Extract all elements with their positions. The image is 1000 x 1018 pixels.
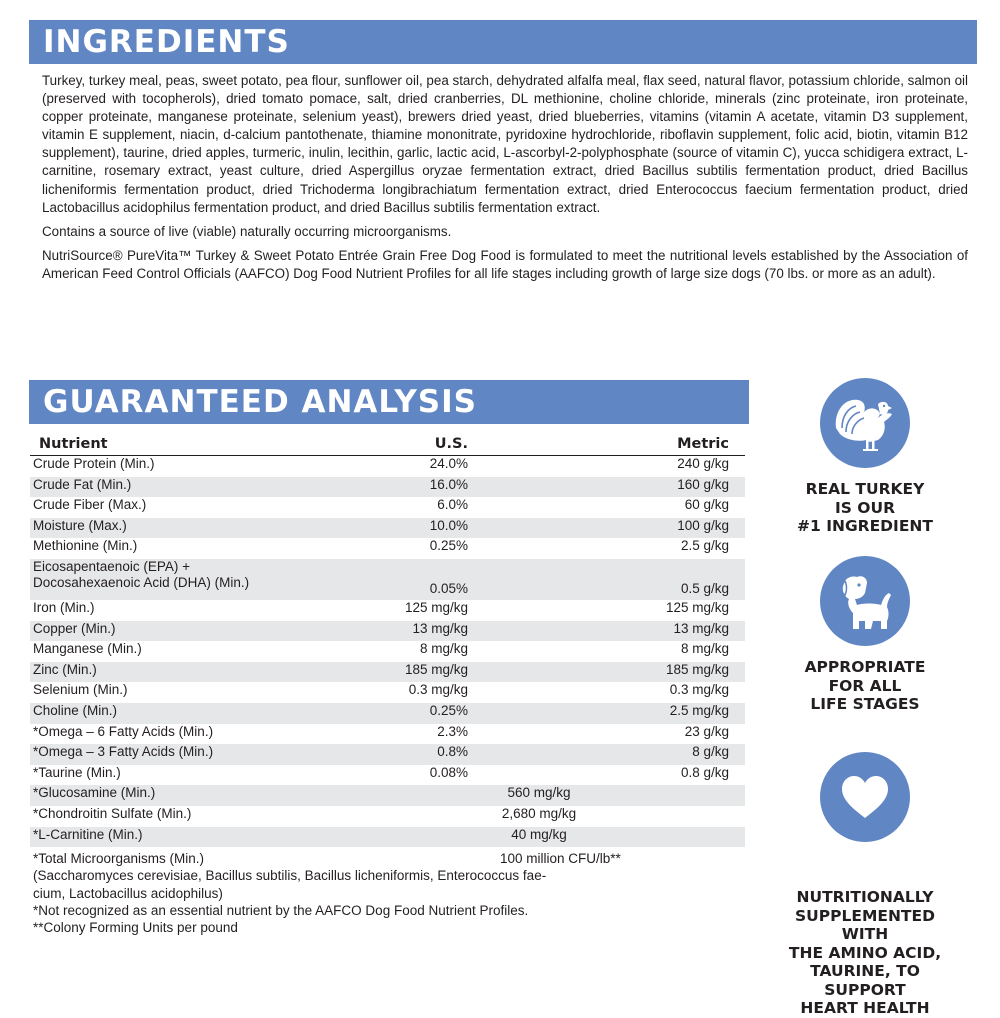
- nutrient-us-value: 8 mg/kg: [419, 641, 468, 657]
- table-row: [30, 827, 745, 848]
- nutrient-us-value: 0.8%: [333, 744, 468, 765]
- total-microorganisms-value: 100 million CFU/lb**: [500, 851, 621, 866]
- guaranteed-analysis-heading: GUARANTEED ANALYSIS: [29, 380, 749, 424]
- nutrient-combined-value: 2,680 mg/kg: [501, 805, 577, 821]
- nutrient-metric-value: 185 mg/kg: [468, 662, 745, 683]
- table-row: [30, 600, 745, 621]
- nutrient-name: Selenium (Min.): [33, 682, 128, 698]
- nutrient-name: Zinc (Min.): [30, 662, 333, 683]
- heart-icon: [820, 752, 910, 842]
- nutrient-name: Crude Fiber (Max.): [33, 497, 147, 513]
- nutrient-us-value: 13 mg/kg: [333, 621, 468, 642]
- table-row: [30, 806, 745, 827]
- badge-caption-line: IS OUR: [834, 498, 896, 517]
- badge-caption: [775, 888, 955, 1018]
- nutrient-name: Moisture (Max.): [30, 518, 333, 539]
- table-row: [30, 662, 745, 683]
- nutrient-name: Copper (Min.): [30, 621, 333, 642]
- microorganism-species: (Saccharomyces cerevisiae, Bacillus subtilis, Bacillus licheniformis, Enterococcus fae-: [33, 868, 547, 884]
- nutrient-us-value: 0.08%: [429, 764, 468, 780]
- nutrient-us-value: 0.05%: [333, 559, 468, 600]
- nutrient-name: Crude Protein (Min.): [33, 456, 155, 471]
- badge-caption-line: THE AMINO ACID,: [788, 943, 942, 962]
- nutrient-name: *Taurine (Min.): [33, 764, 121, 780]
- nutrient-combined-value: 40 mg/kg: [333, 827, 745, 848]
- badge-caption: [775, 480, 955, 536]
- total-microorganisms-row: [33, 850, 673, 867]
- column-header-us: U.S.: [333, 433, 468, 456]
- nutrient-us-value: 125 mg/kg: [404, 599, 468, 615]
- nutrient-us-value: 2.3%: [437, 723, 468, 739]
- aafco-statement: NutriSource® PureVita™ Turkey & Sweet Potato Entrée Grain Free Dog Food is formulated to meet the nutritional levels established by the Association of American Feed Control Officials (AAFCO) Dog Food Nutrient Profiles for all life stages including growth of large size dogs (70 lbs. or more as an adult).: [42, 247, 968, 281]
- badge-caption-line: TAURINE, TO SUPPORT: [810, 962, 920, 999]
- nutrient-name: Methionine (Min.): [33, 538, 138, 554]
- nutrient-name: [30, 559, 333, 600]
- total-microorganisms-label: *Total Microorganisms (Min.): [33, 851, 205, 866]
- badge-caption-line: LIFE STAGES: [810, 695, 920, 713]
- table-row: [30, 765, 745, 786]
- badge-life-stages: [775, 556, 955, 714]
- nutrient-name: Crude Fat (Min.): [30, 477, 333, 498]
- badge-caption-line: APPROPRIATE: [804, 658, 926, 676]
- table-header-row: [30, 433, 745, 456]
- table-row: [30, 703, 745, 724]
- nutrient-us-value: 0.25%: [333, 703, 468, 724]
- nutrient-name: *Chondroitin Sulfate (Min.): [33, 805, 192, 821]
- ingredients-section: [42, 72, 968, 289]
- nutrient-metric-value: 2.5 g/kg: [680, 538, 729, 554]
- nutrient-us-value: 6.0%: [437, 497, 468, 513]
- table-row: [30, 518, 745, 539]
- nutrient-us-value: 10.0%: [333, 518, 468, 539]
- badge-caption-line: SUPPLEMENTED WITH: [795, 906, 935, 943]
- nutrient-name: Choline (Min.): [30, 703, 333, 724]
- nutrient-metric-value: 160 g/kg: [468, 477, 745, 498]
- nutrient-us-value: 0.3 mg/kg: [408, 682, 468, 698]
- nutrient-name: *L-Carnitine (Min.): [30, 827, 333, 848]
- table-row: [30, 621, 745, 642]
- nutrient-name: *Glucosamine (Min.): [30, 785, 333, 806]
- table-row: [30, 497, 745, 518]
- nutrient-metric-value: 13 mg/kg: [468, 621, 745, 642]
- nutrient-us-value: 24.0%: [429, 456, 468, 471]
- badge-caption-line: REAL TURKEY: [805, 480, 925, 498]
- nutrient-metric-value: 100 g/kg: [468, 518, 745, 539]
- nutrient-name: *Omega – 3 Fatty Acids (Min.): [30, 744, 333, 765]
- table-row: [30, 641, 745, 662]
- table-row: [30, 724, 745, 745]
- nutrient-name-line: Docosahexaenoic Acid (DHA) (Min.): [33, 574, 250, 590]
- table-row: [30, 682, 745, 703]
- nutrient-metric-value: 23 g/kg: [684, 723, 729, 739]
- footnote-aafco: *Not recognized as an essential nutrient by the AAFCO Dog Food Nutrient Profiles.: [33, 902, 529, 918]
- nutrient-metric-value: 0.3 mg/kg: [669, 682, 729, 698]
- badge-caption-line: FOR ALL: [828, 676, 902, 695]
- nutrient-metric-value: 0.5 g/kg: [468, 559, 745, 600]
- microorganisms-note: Contains a source of live (viable) naturally occurring microorganisms.: [42, 223, 452, 239]
- badge-caption: [775, 658, 955, 714]
- nutrient-name-line: Eicosapentaenoic (EPA) +: [33, 558, 190, 574]
- badge-caption-line: #1 INGREDIENT: [797, 517, 933, 535]
- puppy-icon: [820, 556, 910, 646]
- badge-caption-line: NUTRITIONALLY: [796, 888, 934, 906]
- table-row: [30, 559, 745, 600]
- guaranteed-analysis-table: [30, 433, 745, 847]
- table-row: [30, 456, 745, 477]
- nutrient-metric-value: 2.5 mg/kg: [468, 703, 745, 724]
- nutrient-us-value: 185 mg/kg: [333, 662, 468, 683]
- nutrient-metric-value: 8 g/kg: [468, 744, 745, 765]
- microorganism-species: cium, Lactobacillus acidophilus): [33, 885, 223, 901]
- table-row: [30, 538, 745, 559]
- nutrient-metric-value: 240 g/kg: [677, 456, 729, 471]
- table-row: [30, 744, 745, 765]
- nutrient-metric-value: 0.8 g/kg: [680, 764, 729, 780]
- turkey-icon: [820, 378, 910, 468]
- nutrient-metric-value: 125 mg/kg: [665, 599, 729, 615]
- nutrient-combined-value: 560 mg/kg: [333, 785, 745, 806]
- badge-real-turkey: [775, 378, 955, 536]
- nutrient-us-value: 16.0%: [333, 477, 468, 498]
- badge-caption-line: HEART HEALTH: [800, 999, 930, 1017]
- nutrient-name: Manganese (Min.): [33, 641, 142, 657]
- table-row: [30, 477, 745, 498]
- badge-heart-health: [775, 752, 955, 1018]
- ingredients-heading: INGREDIENTS: [29, 20, 977, 64]
- footnote-cfu: **Colony Forming Units per pound: [33, 920, 238, 936]
- column-header-nutrient: Nutrient: [30, 433, 333, 456]
- nutrient-name: Iron (Min.): [33, 599, 95, 615]
- nutrient-metric-value: 8 mg/kg: [680, 641, 729, 657]
- nutrient-us-value: 0.25%: [429, 538, 468, 554]
- nutrient-metric-value: 60 g/kg: [684, 497, 729, 513]
- table-row: [30, 785, 745, 806]
- nutrient-name: *Omega – 6 Fatty Acids (Min.): [33, 723, 214, 739]
- analysis-notes: [33, 850, 673, 936]
- ingredients-list: Turkey, turkey meal, peas, sweet potato, pea flour, sunflower oil, pea starch, dehydrated alfalfa meal, flax seed, natural flavor, potassium chloride, salmon oil (preserved with tocopherols), dried tomato pomace, salt, dried cranberries, DL methionine, choline chloride, minerals (zinc proteinate, iron proteinate, copper proteinate, manganese proteinate, selenium yeast), brewers dried yeast, dried blueberries, vitamins (vitamin A acetate, vitamin D3 supplement, vitamin E supplement, niacin, d-calcium pantothenate, thiamine mononitrate, pyridoxine hydrochloride, riboflavin supplement, folic acid, biotin, vitamin B12 supplement), taurine, dried apples, turmeric, inulin, lecithin, garlic, lactic acid, L-ascorbyl-2-polyphosphate (source of vitamin C), yucca schidigera extract, L-carnitine, rosemary extract, yeast culture, dried Aspergillus oryzae fermentation extract, dried Bacillus subtilis fermentation product, dried Bacillus licheniformis fermentation product, dried Trichoderma longibrachiatum fermentation extract, dried Enterococcus faecium fermentation product, dried Lactobacillus acidophilus fermentation product, and dried Bacillus subtilis fermentation extract.: [42, 73, 968, 215]
- column-header-metric: Metric: [468, 433, 745, 456]
